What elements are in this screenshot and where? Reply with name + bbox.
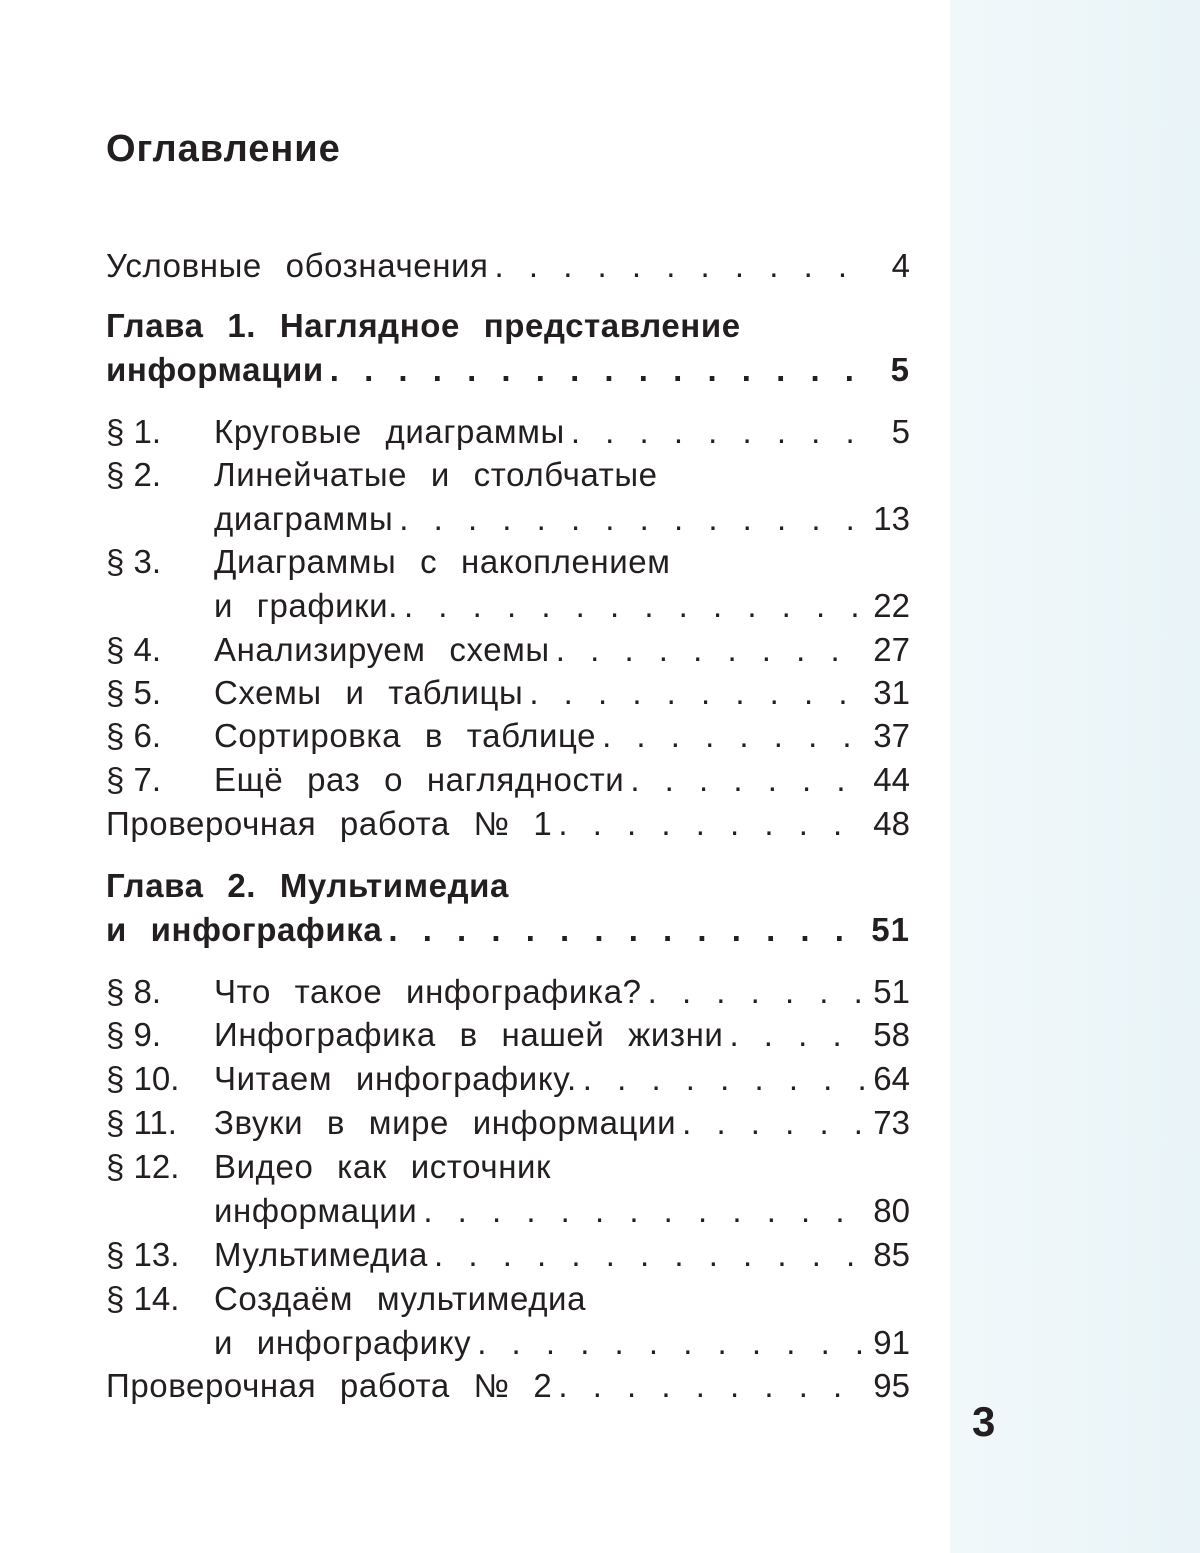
toc-entry-label: Читаем инфографику. — [214, 1060, 577, 1097]
toc-entry-page: 44 — [873, 761, 910, 798]
toc-section-3-heading[interactable] — [106, 540, 910, 584]
toc-section-2[interactable] — [106, 497, 910, 541]
dot-leader — [682, 1101, 864, 1145]
toc-section-4[interactable] — [106, 628, 910, 672]
section-number: § 4. — [106, 631, 162, 668]
dot-leader — [330, 348, 864, 392]
toc-entry-page: 91 — [873, 1324, 910, 1361]
dot-leader — [648, 970, 864, 1014]
dot-leader — [602, 714, 864, 758]
toc-section-12[interactable] — [106, 1189, 910, 1233]
toc-entry-page: 85 — [873, 1236, 910, 1273]
toc-section-14[interactable] — [106, 1321, 910, 1365]
toc-entry-label: Линейчатые и столбчатые — [214, 456, 658, 493]
section-number: § 12. — [106, 1148, 180, 1185]
dot-leader — [558, 802, 864, 846]
toc-section-14-heading[interactable] — [106, 1277, 910, 1321]
toc-entry-label: Проверочная работа № 1 — [106, 805, 553, 842]
toc-entry-page: 27 — [873, 631, 910, 668]
toc-chapter-label: Глава 2. Мультимедиа — [106, 867, 509, 904]
page-margin-band — [950, 0, 1200, 1553]
toc-chapter-1[interactable] — [106, 348, 910, 392]
toc-section-8[interactable] — [106, 970, 910, 1014]
toc-chapter-1-heading[interactable] — [106, 304, 910, 348]
toc-entry-page: 13 — [873, 500, 910, 537]
toc-entry-label: Сортировка в таблице — [214, 717, 597, 754]
section-number: § 14. — [106, 1280, 180, 1317]
section-number: § 6. — [106, 717, 162, 754]
toc-chapter-2-heading[interactable] — [106, 864, 910, 908]
dot-leader — [630, 758, 864, 802]
section-number: § 10. — [106, 1060, 180, 1097]
toc-entry-page: 80 — [873, 1192, 910, 1229]
toc-section-2-heading[interactable] — [106, 453, 910, 497]
toc-entry-label-cont: и графики. — [214, 587, 398, 624]
section-number: § 8. — [106, 973, 162, 1010]
toc-section-7[interactable] — [106, 758, 910, 802]
dot-leader — [529, 671, 864, 715]
toc-entry-label: Звуки в мире информации — [214, 1104, 677, 1141]
toc-entry-label: Диаграммы с накоплением — [214, 543, 671, 580]
toc-entry-page: 37 — [873, 717, 910, 754]
dot-leader — [495, 244, 864, 288]
section-number: § 9. — [106, 1016, 162, 1053]
toc-chapter-label-cont: информации — [106, 351, 324, 388]
section-number: § 2. — [106, 456, 162, 493]
toc-entry-label: Круговые диаграммы — [214, 413, 565, 450]
toc-entry-page: 22 — [873, 587, 910, 624]
toc-entry-label-cont: диаграммы — [214, 500, 394, 537]
page-title: Оглавление — [106, 128, 341, 170]
section-number: § 11. — [106, 1104, 177, 1141]
toc-entry-page: 51 — [873, 973, 910, 1010]
section-number: § 13. — [106, 1236, 180, 1273]
toc-entry-page: 5 — [890, 351, 910, 388]
toc-chapter-2[interactable] — [106, 908, 910, 952]
toc-entry-label-cont: информации — [214, 1192, 418, 1229]
toc-entry-label-cont: и инфографику — [214, 1324, 472, 1361]
dot-leader — [571, 410, 864, 454]
toc-section-9[interactable] — [106, 1013, 910, 1057]
toc-entry-label: Проверочная работа № 2 — [106, 1367, 553, 1404]
dot-leader — [556, 628, 864, 672]
section-number: § 3. — [106, 543, 162, 580]
toc-chapter-label: Глава 1. Наглядное представление — [106, 307, 741, 344]
toc-entry-page: 95 — [873, 1367, 910, 1404]
toc-entry-label: Условные обозначения — [106, 247, 489, 284]
toc-section-5[interactable] — [106, 671, 910, 715]
dot-leader — [729, 1013, 864, 1057]
section-number: § 1. — [106, 413, 162, 450]
dot-leader — [404, 584, 864, 628]
section-number: § 7. — [106, 761, 162, 798]
toc-section-10[interactable] — [106, 1057, 910, 1101]
toc-test-1[interactable] — [106, 802, 910, 846]
dot-leader — [423, 1189, 864, 1233]
toc-section-12-heading[interactable] — [106, 1145, 910, 1189]
toc-entry-conventions[interactable] — [106, 244, 910, 288]
dot-leader — [583, 1057, 864, 1101]
toc-entry-page: 48 — [873, 805, 910, 842]
toc-section-3[interactable] — [106, 584, 910, 628]
toc-section-11[interactable] — [106, 1101, 910, 1145]
toc-entry-page: 31 — [873, 674, 910, 711]
dot-leader — [388, 908, 864, 952]
dot-leader — [434, 1233, 864, 1277]
toc-entry-label: Создаём мультимедиа — [214, 1280, 587, 1317]
toc-section-1[interactable] — [106, 410, 910, 454]
toc-entry-page: 64 — [873, 1060, 910, 1097]
toc-entry-page: 5 — [891, 413, 910, 450]
toc-test-2[interactable] — [106, 1364, 910, 1408]
toc-entry-page: 51 — [871, 911, 910, 948]
dot-leader — [477, 1321, 864, 1365]
toc-entry-label: Анализируем схемы — [214, 631, 550, 668]
toc-chapter-label-cont: и инфографика — [106, 911, 383, 948]
toc-entry-label: Схемы и таблицы — [214, 674, 524, 711]
toc-entry-label: Инфографика в нашей жизни — [214, 1016, 724, 1053]
toc-section-13[interactable] — [106, 1233, 910, 1277]
toc-entry-label: Ещё раз о наглядности — [214, 761, 625, 798]
toc-entry-label: Видео как источник — [214, 1148, 552, 1185]
toc-section-6[interactable] — [106, 714, 910, 758]
section-number: § 5. — [106, 674, 162, 711]
toc-entry-label: Мультимедиа — [214, 1236, 429, 1273]
toc-entry-page: 4 — [891, 247, 910, 284]
toc-entry-label: Что такое инфографика? — [214, 973, 642, 1010]
toc-entry-page: 73 — [873, 1104, 910, 1141]
page-number: 3 — [972, 1398, 996, 1445]
dot-leader — [399, 497, 864, 541]
toc-entry-page: 58 — [873, 1016, 910, 1053]
dot-leader — [558, 1364, 864, 1408]
